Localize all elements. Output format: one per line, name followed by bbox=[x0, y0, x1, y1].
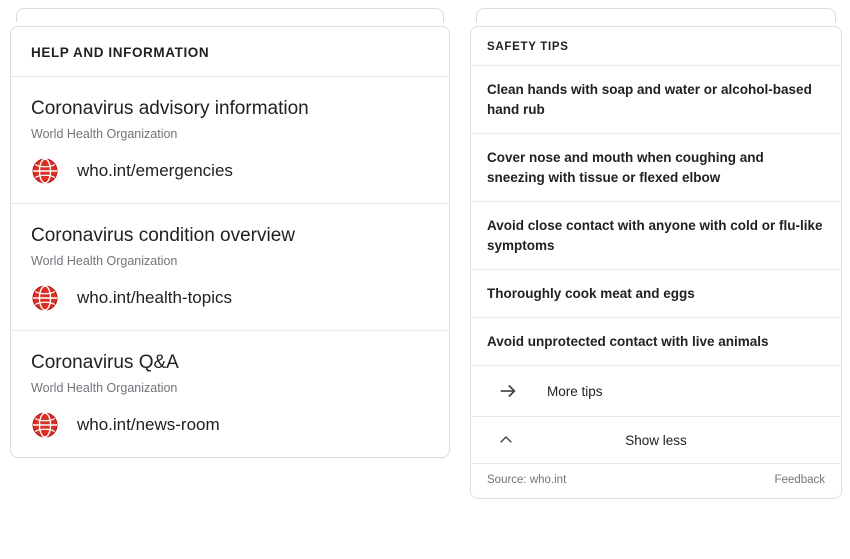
safety-tips-footer bbox=[471, 464, 841, 498]
help-card-header bbox=[11, 27, 449, 77]
help-item-source: World Health Organization bbox=[31, 254, 178, 268]
list-item: Avoid close contact with anyone with cold or flu-like symptoms bbox=[471, 202, 841, 270]
more-tips-label: More tips bbox=[547, 383, 603, 399]
arrow-right-icon bbox=[497, 380, 519, 402]
help-item-link-row[interactable] bbox=[31, 411, 429, 439]
safety-tips-header bbox=[471, 27, 841, 66]
previous-card-stub bbox=[476, 8, 836, 22]
list-item[interactable] bbox=[11, 331, 449, 457]
help-item-link-row[interactable] bbox=[31, 284, 429, 312]
show-less-label: Show less bbox=[625, 432, 687, 448]
safety-tips-title: SAFETY TIPS bbox=[487, 41, 569, 53]
help-item-link[interactable]: who.int/news-room bbox=[77, 415, 220, 434]
list-item: Cover nose and mouth when coughing and sneezing with tissue or flexed elbow bbox=[471, 134, 841, 202]
help-item-link[interactable]: who.int/health-topics bbox=[77, 288, 232, 307]
help-and-information-card bbox=[10, 26, 450, 458]
help-item-link[interactable]: who.int/emergencies bbox=[77, 161, 233, 180]
globe-icon bbox=[31, 157, 59, 185]
help-and-information-column bbox=[10, 8, 450, 458]
help-item-title[interactable]: Coronavirus Q&A bbox=[31, 352, 179, 373]
source-label: Source: who.int bbox=[487, 474, 567, 486]
help-item-title[interactable]: Coronavirus advisory information bbox=[31, 98, 309, 119]
list-item: Clean hands with soap and water or alcohol-based hand rub bbox=[471, 66, 841, 134]
previous-card-stub bbox=[16, 8, 444, 22]
safety-tips-column bbox=[470, 8, 842, 499]
list-item: Thoroughly cook meat and eggs bbox=[471, 270, 841, 318]
feedback-link[interactable]: Feedback bbox=[774, 474, 825, 486]
globe-icon bbox=[31, 284, 59, 312]
show-less-button[interactable] bbox=[471, 417, 841, 464]
help-card-title: HELP AND INFORMATION bbox=[31, 45, 210, 60]
help-item-link-row[interactable] bbox=[31, 157, 429, 185]
help-item-source: World Health Organization bbox=[31, 381, 178, 395]
safety-tips-card bbox=[470, 26, 842, 499]
globe-icon bbox=[31, 411, 59, 439]
list-item: Avoid unprotected contact with live animals bbox=[471, 318, 841, 366]
list-item[interactable] bbox=[11, 204, 449, 331]
help-item-title[interactable]: Coronavirus condition overview bbox=[31, 225, 296, 246]
list-item[interactable] bbox=[11, 77, 449, 204]
more-tips-button[interactable] bbox=[471, 366, 841, 417]
help-item-source: World Health Organization bbox=[31, 127, 178, 141]
